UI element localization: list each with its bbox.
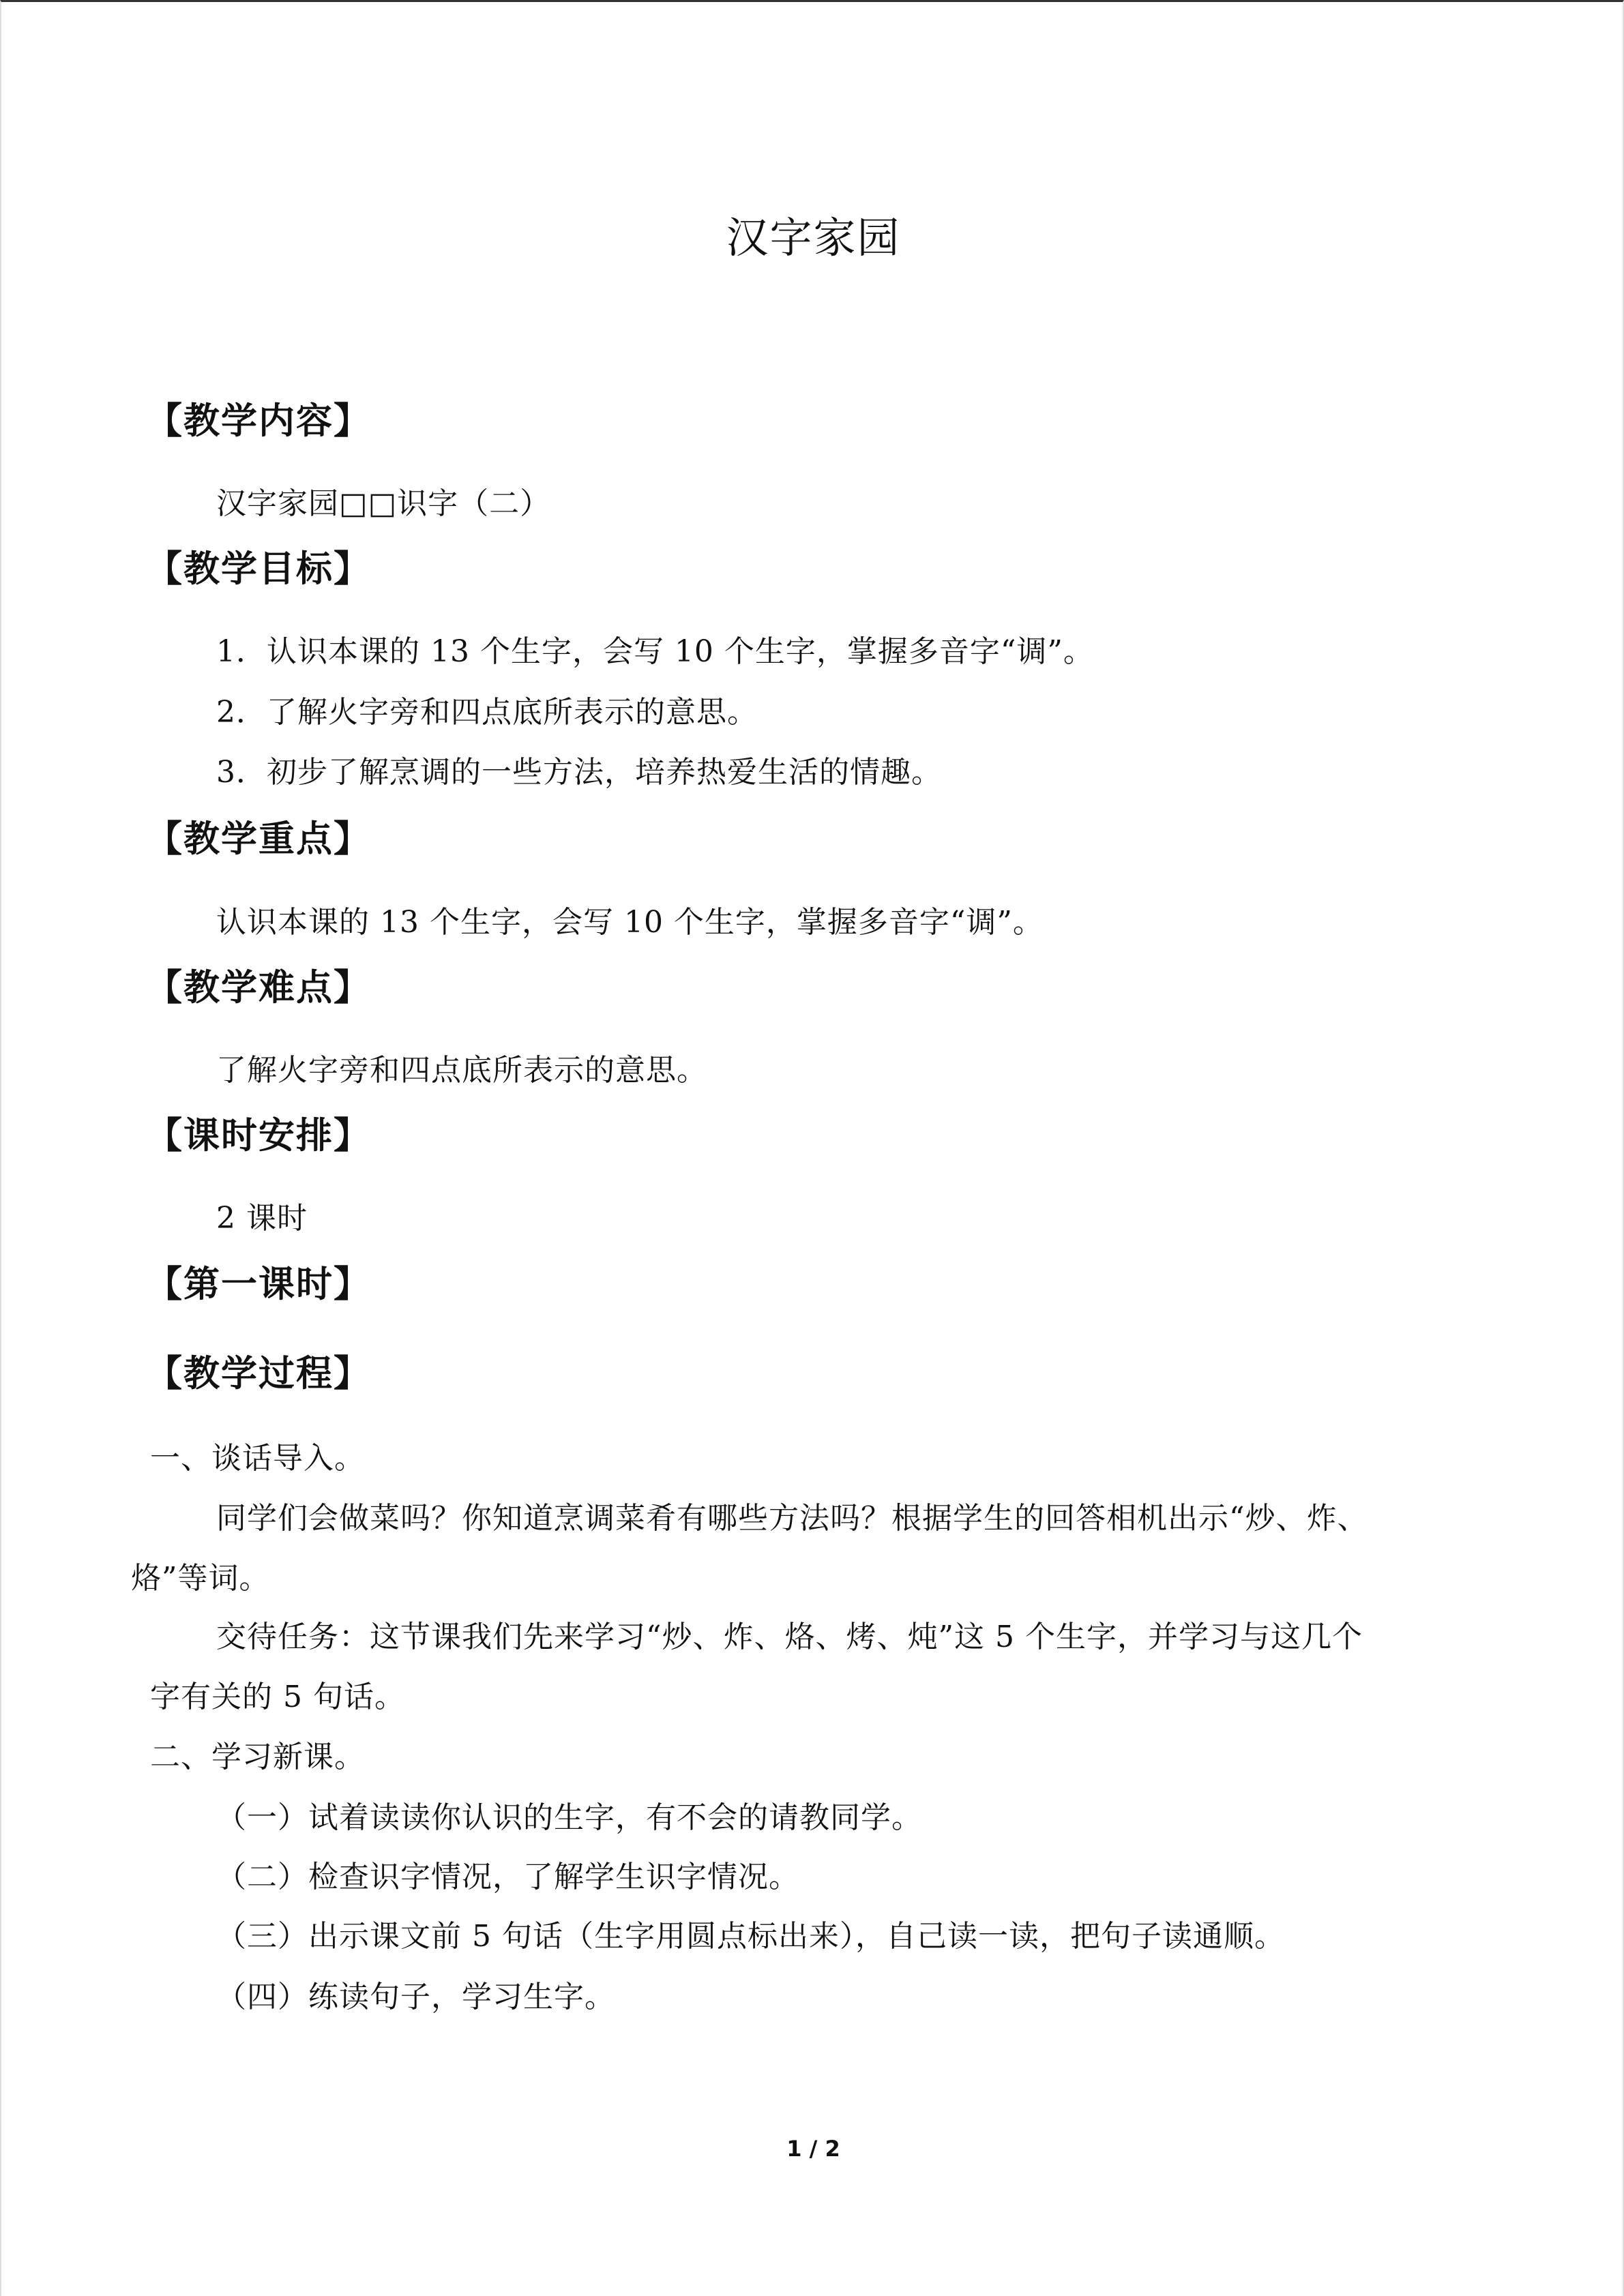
goal-item-2: 2．了解火字旁和四点底所表示的意思。 <box>216 695 758 730</box>
key-points-text: 认识本课的 13 个生字，会写 10 个生字，掌握多音字“调”。 <box>216 905 1044 940</box>
page-number: 1 / 2 <box>786 2136 840 2162</box>
page-title: 汉字家园 <box>726 213 901 263</box>
process-step-2: 二、学习新课。 <box>150 1740 365 1774</box>
goal-item-1: 1．认识本课的 13 个生字，会写 10 个生字，掌握多音字“调”。 <box>216 634 1094 669</box>
heading-key-points: 【教学重点】 <box>146 818 371 860</box>
heading-teaching-process: 【教学过程】 <box>146 1353 371 1395</box>
process-substep-3: （三）出示课文前 5 句话（生字用圆点标出来），自己读一读，把句子读通顺。 <box>216 1919 1285 1954</box>
process-substep-4: （四）练读句子，学习生字。 <box>216 1980 615 2014</box>
process-paragraph-2-line-2: 字有关的 5 句话。 <box>150 1680 405 1714</box>
heading-teaching-content: 【教学内容】 <box>146 400 371 442</box>
process-substep-2: （二）检查识字情况，了解学生识字情况。 <box>216 1860 799 1894</box>
process-paragraph-2-line-1: 交待任务：这节课我们先来学习“炒、炸、烙、烤、炖”这 5 个生字，并学习与这几个 <box>216 1620 1363 1654</box>
schedule-text: 2 课时 <box>216 1201 308 1236</box>
process-paragraph-1-line-2: 烙”等词。 <box>131 1561 270 1596</box>
heading-schedule: 【课时安排】 <box>146 1115 371 1157</box>
process-step-1: 一、谈话导入。 <box>150 1441 365 1476</box>
process-paragraph-1-line-1: 同学们会做菜吗？你知道烹调菜肴有哪些方法吗？根据学生的回答相机出示“炒、炸、 <box>216 1501 1368 1536</box>
process-substep-1: （一）试着读读你认识的生字，有不会的请教同学。 <box>216 1800 922 1835</box>
goal-item-3: 3．初步了解烹调的一些方法，培养热爱生活的情趣。 <box>216 755 942 790</box>
teaching-content-text: 汉字家园□□识字（二） <box>216 486 551 521</box>
heading-difficulties: 【教学难点】 <box>146 967 371 1009</box>
heading-first-lesson: 【第一课时】 <box>146 1264 371 1305</box>
difficulties-text: 了解火字旁和四点底所表示的意思。 <box>216 1053 707 1088</box>
heading-teaching-goals: 【教学目标】 <box>146 548 371 590</box>
